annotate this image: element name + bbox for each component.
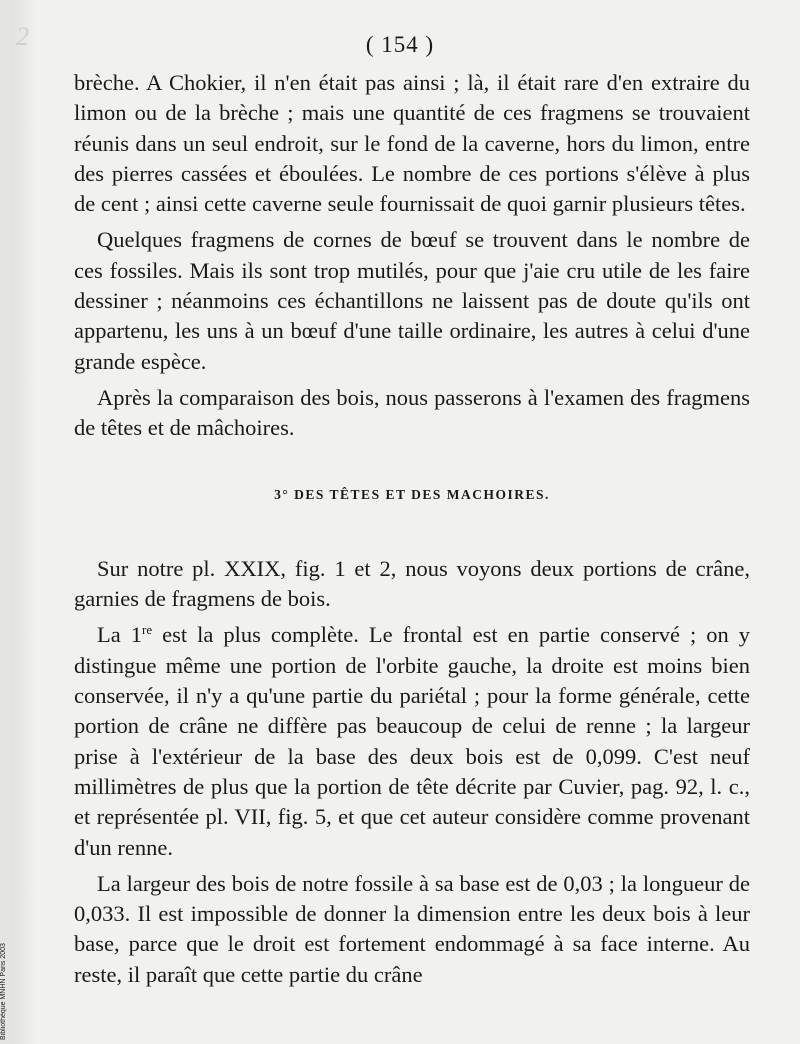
section-heading: [74, 480, 750, 510]
main-text: [74, 68, 750, 990]
page-number: ( 154 ): [365, 32, 435, 57]
section-ordinal: 3°: [274, 486, 290, 502]
ordinal-superscript: re: [141, 622, 153, 638]
section-title: DES TÊTES ET DES MACHOIRES.: [294, 486, 550, 502]
paragraph-6: La largeur des bois de notre fossile à sa base est de 0,03 ; la longueur de 0,033. Il est impossible de donner la dimension entre les deux bois à leur base, parce que le droit est fortement endommagé à sa face interne. Au reste, il paraît que cette partie du crâne: [74, 870, 750, 987]
paragraph-5-start: La 1: [97, 622, 142, 648]
pencil-page-mark: 2: [16, 22, 29, 51]
paragraph-5-rest: est la plus complète. Le frontal est en partie conservé ; on y distingue même une portion de l'orbite gauche, la droite est moins bien conservée, il n'y a qu'une partie du pariétal ; pour la forme générale, cette portion de crâne ne diffère pas beaucoup de celui de renne ; la largeur prise à l'extérieur de la base des deux bois est de 0,099. C'est neuf millimètres de plus que la portion de tête décrite par Cuvier, pag. 92, l. c., et représentée pl. VII, fig. 5, et que cet auteur considère comme provenant d'un renne.: [74, 622, 750, 860]
paragraph-1: brèche. A Chokier, il n'en était pas ainsi ; là, il était rare d'en extraire du limon ou de la brèche ; mais une quantité de ces fragmens se trouvaient réunis dans un seul endroit, sur le fond de la caverne, hors du limon, entre des pierres cassées et éboulées. Le nombre de ces portions s'élève à plus de cent ; ainsi cette caverne seule fournissait de quoi garnir plusieurs têtes.: [74, 70, 750, 217]
archive-stamp: Bibliothèque MNHN Paris 2003: [0, 943, 7, 1040]
paragraph-2: Quelques fragmens de cornes de bœuf se trouvent dans le nombre de ces fossiles. Mais ils sont trop mutilés, pour que j'aie cru utile de les faire dessiner ; néanmoins ces échantillons ne laissent pas de doute qu'ils ont appartenu, les uns à un bœuf d'une taille ordinaire, les autres à celui d'une grande espèce.: [74, 227, 750, 374]
paragraph-3: Après la comparaison des bois, nous passerons à l'examen des fragmens de têtes et de mâchoires.: [74, 384, 750, 441]
paragraph-4: Sur notre pl. XXIX, fig. 1 et 2, nous voyons deux portions de crâne, garnies de fragmens de bois.: [74, 555, 750, 612]
paragraph-5: [74, 620, 750, 862]
